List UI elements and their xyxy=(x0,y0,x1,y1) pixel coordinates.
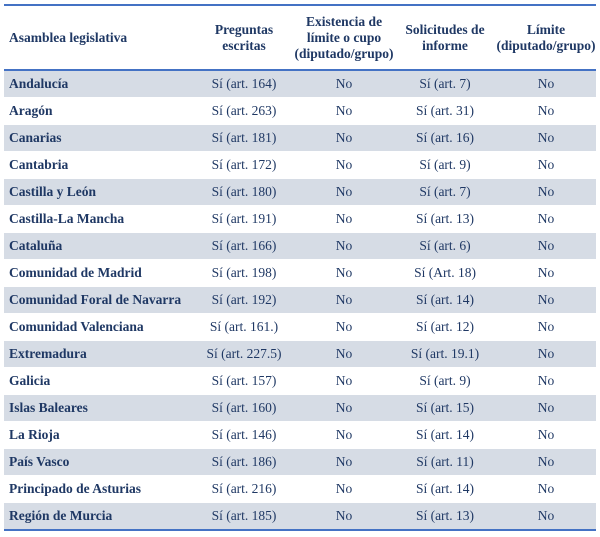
cell-limite: No xyxy=(496,286,596,313)
cell-preguntas: Sí (art. 166) xyxy=(194,232,294,259)
cell-solicitudes: Sí (art. 6) xyxy=(394,232,496,259)
cell-preguntas: Sí (art. 181) xyxy=(194,124,294,151)
cell-limite: No xyxy=(537,210,555,226)
cell-preguntas: Sí (art. 160) xyxy=(194,394,294,421)
cell-limite-cupo: No xyxy=(294,124,394,151)
cell-limite-cupo: No xyxy=(335,264,353,280)
table-row xyxy=(4,151,596,178)
cell-limite-cupo: No xyxy=(335,318,353,334)
cell-solicitudes: Sí (art. 12) xyxy=(415,318,475,334)
cell-limite: No xyxy=(496,124,596,151)
cell-limite: No xyxy=(496,70,596,97)
cell-solicitudes: Sí (art. 31) xyxy=(415,102,475,118)
cell-limite-cupo: No xyxy=(335,372,353,388)
cell-limite: No xyxy=(496,232,596,259)
table-row xyxy=(4,232,596,259)
cell-asamblea: Canarias xyxy=(4,124,194,151)
cell-limite: No xyxy=(537,102,555,118)
cell-limite: No xyxy=(496,178,596,205)
cell-limite-cupo: No xyxy=(294,286,394,313)
table-row xyxy=(4,340,596,367)
cell-limite: No xyxy=(537,426,555,442)
cell-preguntas: Sí (art. 263) xyxy=(211,102,277,118)
table-row xyxy=(4,97,596,124)
cell-preguntas: Sí (art. 157) xyxy=(211,372,277,388)
cell-limite-cupo: No xyxy=(294,232,394,259)
cell-limite-cupo: No xyxy=(335,102,353,118)
cell-preguntas: Sí (art. 185) xyxy=(194,502,294,529)
header-solicitudes: Solicitudes de informe xyxy=(405,21,485,53)
cell-limite-cupo: No xyxy=(335,156,353,172)
table-row xyxy=(4,502,596,529)
cell-solicitudes: Sí (Art. 18) xyxy=(414,264,476,280)
table-row xyxy=(4,178,596,205)
cell-solicitudes: Sí (art. 7) xyxy=(394,178,496,205)
table-row xyxy=(4,394,596,421)
cell-asamblea: Comunidad Foral de Navarra xyxy=(4,286,194,313)
cell-limite: No xyxy=(496,394,596,421)
cell-preguntas: Sí (art. 198) xyxy=(211,264,277,280)
cell-asamblea: Principado de Asturias xyxy=(9,480,142,496)
cell-solicitudes: Sí (art. 16) xyxy=(394,124,496,151)
header-asamblea: Asamblea legislativa xyxy=(9,29,128,45)
cell-preguntas: Sí (art. 186) xyxy=(194,448,294,475)
header-limite-cupo: Existencia de límite o cupo (diputado/grupo) xyxy=(294,13,394,61)
cell-asamblea: Cataluña xyxy=(4,232,194,259)
cell-solicitudes: Sí (art. 14) xyxy=(415,480,475,496)
legislative-table-container xyxy=(4,4,596,531)
cell-solicitudes: Sí (art. 13) xyxy=(415,210,475,226)
cell-preguntas: Sí (art. 216) xyxy=(211,480,277,496)
cell-asamblea: Aragón xyxy=(9,102,53,118)
cell-solicitudes: Sí (art. 11) xyxy=(394,448,496,475)
cell-asamblea: La Rioja xyxy=(9,426,60,442)
cell-solicitudes: Sí (art. 15) xyxy=(394,394,496,421)
cell-limite: No xyxy=(496,340,596,367)
cell-asamblea: Galicia xyxy=(9,372,51,388)
cell-asamblea: Andalucía xyxy=(4,70,194,97)
table-row xyxy=(4,286,596,313)
table-row xyxy=(4,421,596,448)
cell-preguntas: Sí (art. 172) xyxy=(211,156,277,172)
cell-limite: No xyxy=(496,448,596,475)
cell-limite-cupo: No xyxy=(294,340,394,367)
table-row xyxy=(4,313,596,340)
cell-asamblea: Islas Baleares xyxy=(4,394,194,421)
cell-limite: No xyxy=(537,156,555,172)
bottom-rule xyxy=(4,529,596,531)
cell-preguntas: Sí (art. 180) xyxy=(194,178,294,205)
cell-asamblea: Extremadura xyxy=(4,340,194,367)
cell-limite: No xyxy=(496,502,596,529)
cell-preguntas: Sí (art. 227.5) xyxy=(194,340,294,367)
cell-preguntas: Sí (art. 191) xyxy=(211,210,277,226)
table-row xyxy=(4,70,596,97)
cell-limite: No xyxy=(537,264,555,280)
cell-solicitudes: Sí (art. 9) xyxy=(419,372,471,388)
cell-asamblea: Castilla y León xyxy=(4,178,194,205)
cell-asamblea: Comunidad de Madrid xyxy=(9,264,142,280)
table-row xyxy=(4,259,596,286)
cell-asamblea: País Vasco xyxy=(4,448,194,475)
cell-limite-cupo: No xyxy=(335,426,353,442)
table-row xyxy=(4,124,596,151)
cell-limite: No xyxy=(537,318,555,334)
cell-asamblea: Región de Murcia xyxy=(4,502,194,529)
cell-solicitudes: Sí (art. 9) xyxy=(419,156,471,172)
header-limite: Límite (diputado/grupo) xyxy=(496,21,596,53)
cell-limite-cupo: No xyxy=(335,480,353,496)
cell-limite-cupo: No xyxy=(294,70,394,97)
table-row xyxy=(4,448,596,475)
cell-preguntas: Sí (art. 192) xyxy=(194,286,294,313)
cell-asamblea: Cantabria xyxy=(9,156,69,172)
cell-limite-cupo: No xyxy=(335,210,353,226)
cell-solicitudes: Sí (art. 13) xyxy=(394,502,496,529)
table-row xyxy=(4,367,596,394)
legislative-table xyxy=(4,6,596,529)
cell-solicitudes: Sí (art. 14) xyxy=(394,286,496,313)
cell-solicitudes: Sí (art. 14) xyxy=(415,426,475,442)
cell-asamblea: Castilla-La Mancha xyxy=(9,210,125,226)
cell-solicitudes: Sí (art. 7) xyxy=(394,70,496,97)
cell-limite-cupo: No xyxy=(294,178,394,205)
cell-limite: No xyxy=(537,372,555,388)
header-preguntas: Preguntas escritas xyxy=(214,21,274,53)
cell-limite-cupo: No xyxy=(294,502,394,529)
cell-asamblea: Comunidad Valenciana xyxy=(9,318,144,334)
cell-solicitudes: Sí (art. 19.1) xyxy=(394,340,496,367)
table-header-row xyxy=(4,6,596,70)
table-row xyxy=(4,475,596,502)
cell-limite: No xyxy=(537,480,555,496)
cell-preguntas: Sí (art. 164) xyxy=(194,70,294,97)
table-row xyxy=(4,205,596,232)
cell-limite-cupo: No xyxy=(294,394,394,421)
cell-limite-cupo: No xyxy=(294,448,394,475)
cell-preguntas: Sí (art. 161.) xyxy=(209,318,279,334)
cell-preguntas: Sí (art. 146) xyxy=(211,426,277,442)
